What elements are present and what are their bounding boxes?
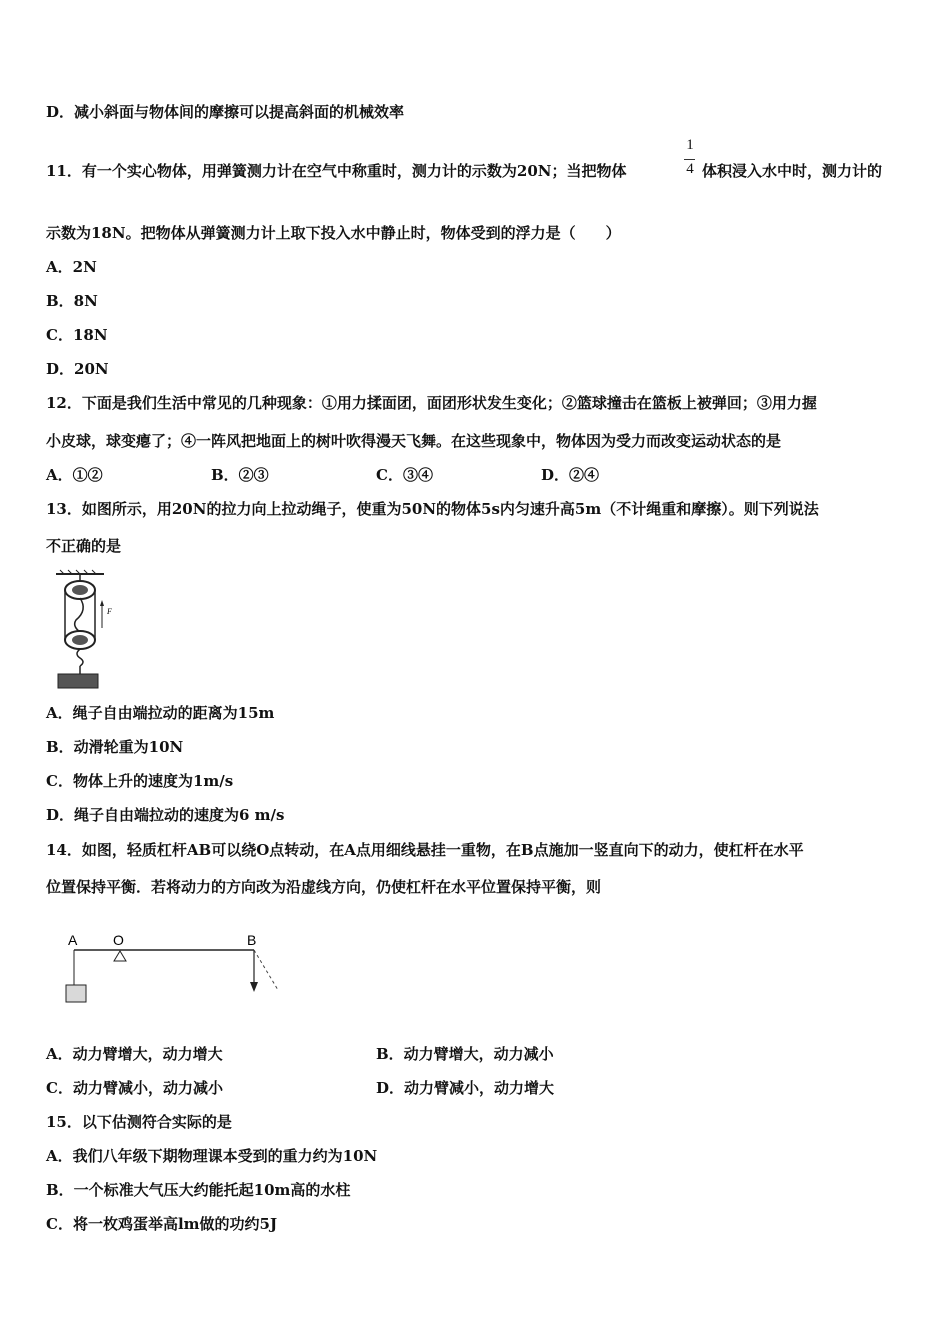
- force-label-f: F: [107, 607, 112, 616]
- q11-fraction-denominator: 4: [686, 161, 694, 177]
- q12-option-b: B．②③: [211, 466, 269, 484]
- q15-stem: 15．以下估测符合实际的是: [46, 1113, 232, 1131]
- q13-stem-line2: 不正确的是: [46, 537, 122, 555]
- q14-option-c: C．动力臂减小，动力减小: [46, 1079, 223, 1097]
- q13-option-d: D．绳子自由端拉动的速度为6 m/s: [46, 806, 285, 824]
- q10-option-d: D．减小斜面与物体间的摩擦可以提高斜面的机械效率: [46, 103, 405, 121]
- q14-stem-line2: 位置保持平衡．若将动力的方向改为沿虚线方向，仍使杠杆在水平位置保持平衡，则: [46, 878, 602, 896]
- lever-point-b: B: [247, 932, 257, 948]
- q12-stem-line1: 12．下面是我们生活中常见的几种现象：①用力揉面团，面团形状发生变化；②篮球撞击在篮板上被弹回；③用力握: [46, 394, 817, 412]
- lever-figure: [58, 926, 288, 1008]
- q14-option-a: A．动力臂增大，动力增大: [46, 1045, 223, 1063]
- q15-option-c: C．将一枚鸡蛋举高lm做的功约5J: [46, 1215, 278, 1233]
- pulley-figure: [52, 570, 112, 690]
- q15-option-a: A．我们八年级下期物理课本受到的重力约为10N: [46, 1147, 378, 1165]
- q11-fraction-bar: [684, 159, 695, 160]
- q11-stem-part2: 体积浸入水中时，测力计的: [702, 162, 883, 180]
- q14-option-b: B．动力臂增大，动力减小: [376, 1045, 554, 1063]
- q11-option-b: B．8N: [46, 292, 98, 310]
- lever-point-o: O: [113, 932, 124, 948]
- q13-option-c: C．物体上升的速度为1m/s: [46, 772, 234, 790]
- q13-option-a: A．绳子自由端拉动的距离为15m: [46, 704, 275, 722]
- q12-option-a: A．①②: [46, 466, 103, 484]
- q11-stem-line2: 示数为18N。把物体从弹簧测力计上取下投入水中静止时，物体受到的浮力是（ ）: [46, 224, 621, 242]
- q11-fraction-numerator: 1: [686, 137, 694, 153]
- q11-option-a: A．2N: [46, 258, 97, 276]
- q11-stem-part1: 11．有一个实心物体，用弹簧测力计在空气中称重时，测力计的示数为20N；当把物体: [46, 162, 627, 180]
- lever-point-a: A: [68, 932, 78, 948]
- q12-stem-line2: 小皮球，球变瘪了；④一阵风把地面上的树叶吹得漫天飞舞。在这些现象中，物体因为受力而改变运动状态的是: [46, 432, 782, 450]
- q15-option-b: B．一个标准大气压大约能托起10m高的水柱: [46, 1181, 351, 1199]
- q11-option-d: D．20N: [46, 360, 109, 378]
- q13-stem-line1: 13．如图所示，用20N的拉力向上拉动绳子，使重为50N的物体5s内匀速升高5m（不计绳重和摩擦）。则下列说法: [46, 500, 819, 518]
- q14-option-d: D．动力臂减小，动力增大: [376, 1079, 555, 1097]
- q12-option-d: D．②④: [541, 466, 600, 484]
- q14-stem-line1: 14．如图，轻质杠杆AB可以绕O点转动，在A点用细线悬挂一重物，在B点施加一竖直向下的动力，使杠杆在水平: [46, 841, 804, 859]
- q11-option-c: C．18N: [46, 326, 108, 344]
- q13-option-b: B．动滑轮重为10N: [46, 738, 184, 756]
- q12-option-c: C．③④: [376, 466, 433, 484]
